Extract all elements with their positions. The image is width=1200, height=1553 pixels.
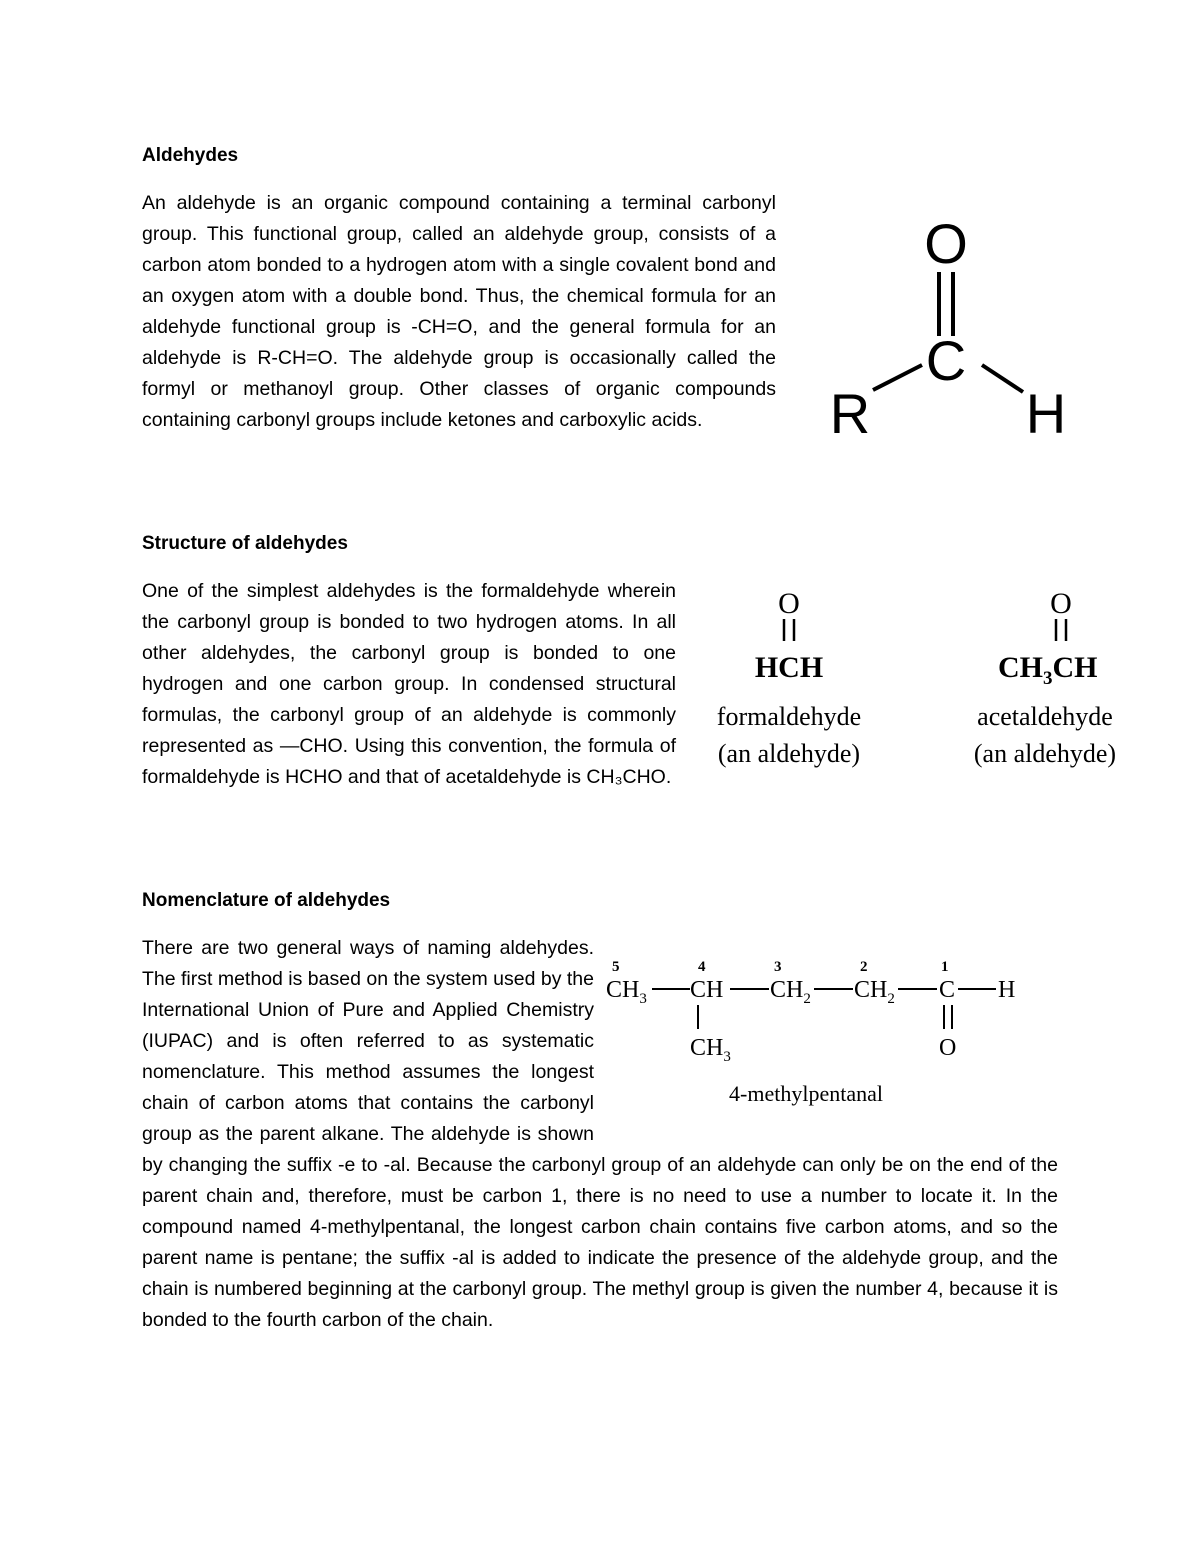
figure-acetaldehyde — [958, 585, 1148, 775]
acetaldehyde-oxygen: O — [1050, 587, 1072, 620]
paragraph-nomenclature: There are two general ways of naming aldehydes. The first method is based on the system used by the International Union of Pure and Applied Chemistry (IUPAC) and is often referred to as systematic nomenclature. This method assumes the longest chain of carbon atoms that contains the carbonyl group as the parent alkane. The aldehyde is shown by changing the suffix -e to -al. Because the carbonyl group of an aldehyde can only be on the end of the parent chain and, therefore, must be carbon 1, there is no need to use a number to locate it. In the compound named 4-methylpentanal, the longest carbon chain contains five carbon atoms, and so the parent name is pentane; the suffix -al is added to indicate the presence of the aldehyde group, and the chain is numbered beginning at the carbonyl group. The methyl group is given the number 4, because it is bonded to the fourth carbon of the chain. — [142, 937, 1058, 1331]
formaldehyde-class: (an aldehyde) — [717, 739, 861, 768]
atom-ch-c4: CH — [690, 977, 724, 1003]
atom-oxygen-carbonyl: O — [939, 1035, 957, 1061]
atom-ch2-c3-main: CH — [770, 977, 804, 1003]
atom-hydrogen: H — [1025, 382, 1067, 445]
atom-h-terminal: H — [998, 977, 1016, 1003]
acetaldehyde-formula-main: CH — [998, 651, 1043, 684]
acetaldehyde-formula-sub: 3 — [1043, 668, 1053, 689]
atom-ch2-c2 — [854, 977, 895, 1007]
heading-structure: Structure of aldehydes — [142, 533, 348, 554]
atom-ch3-c5-main: CH — [606, 977, 640, 1003]
atom-ch3-c5 — [606, 977, 647, 1007]
paragraph-aldehydes-intro: An aldehyde is an organic compound containing a terminal carbonyl group. This functional group, called an aldehyde group, consists of a carbon atom bonded to a hydrogen atom with a single covalent bond and an oxygen atom with a double bond. Thus, the chemical formula for an aldehyde functional group is -CH=O, and the general formula for an aldehyde is R-CH=O. The aldehyde group is occasionally called the formyl or methanoyl group. Other classes of organic compounds containing carbonyl groups include ketones and carboxylic acids. — [142, 192, 776, 431]
heading-aldehydes: Aldehydes — [142, 145, 239, 166]
carbon-number-3: 3 — [774, 959, 782, 975]
carbon-number-2: 2 — [860, 959, 868, 975]
carbon-number-1: 1 — [941, 959, 949, 975]
atom-c-c1: C — [939, 977, 956, 1003]
acetaldehyde-name: acetaldehyde — [977, 702, 1113, 731]
heading-nomenclature: Nomenclature of aldehydes — [142, 890, 391, 911]
atom-ch2-c3 — [770, 977, 811, 1007]
paragraph-structure: One of the simplest aldehydes is the formaldehyde wherein the carbonyl group is bonded to two hydrogen atoms. In all other aldehydes, the carbonyl group is bonded to one hydrogen and one carbon group. In condensed structural formulas, the carbonyl group of an aldehyde is commonly represented as —CHO. Using this convention, the formula of formaldehyde is HCHO and that of acetaldehyde is CH₃CHO. — [142, 580, 676, 788]
acetaldehyde-formula-tail: CH — [1052, 651, 1098, 684]
atom-r-group: R — [829, 382, 871, 445]
atom-ch3-c5-sub: 3 — [639, 991, 647, 1007]
bond-c-h — [982, 365, 1023, 392]
methylpentanal-name: 4-methylpentanal — [729, 1081, 883, 1106]
formaldehyde-formula: HCH — [754, 651, 824, 684]
carbon-number-4: 4 — [698, 959, 706, 975]
figure-general-aldehyde — [818, 208, 1080, 445]
atom-ch3-branch-sub: 3 — [723, 1049, 731, 1065]
atom-ch2-c2-sub: 2 — [887, 991, 895, 1007]
atom-ch3-branch — [690, 1035, 731, 1065]
atom-carbon: C — [925, 329, 967, 392]
figure-4-methylpentanal — [606, 933, 1058, 1143]
carbon-number-5: 5 — [612, 959, 620, 975]
formaldehyde-name: formaldehyde — [716, 702, 862, 731]
atom-ch2-c2-main: CH — [854, 977, 888, 1003]
atom-oxygen: O — [924, 212, 968, 275]
formaldehyde-oxygen: O — [778, 587, 800, 620]
figure-formaldehyde — [700, 585, 890, 775]
acetaldehyde-class: (an aldehyde) — [973, 739, 1117, 768]
paragraph-nomenclature-wrapper — [142, 933, 1058, 1336]
atom-ch3-branch-main: CH — [690, 1035, 724, 1061]
atom-ch2-c3-sub: 2 — [803, 991, 811, 1007]
acetaldehyde-formula — [998, 651, 1098, 689]
bond-r-c — [873, 365, 922, 390]
